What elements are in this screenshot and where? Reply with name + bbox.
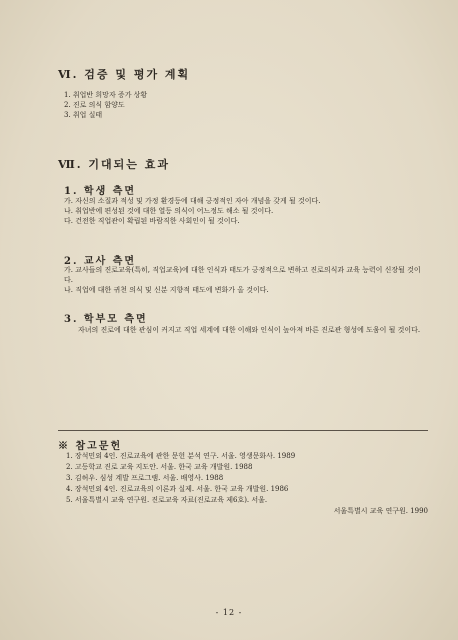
subsection-student-title: 1. 학생 측면 (64, 186, 137, 197)
list-item: 가. 교사들의 진로교육(특히, 직업교육)에 대한 인식과 태도가 긍정적으로 변하고 진로의식과 교육 능력이 신장될 것이다. (64, 266, 421, 284)
references-divider (58, 430, 428, 431)
section-7-title: Ⅶ. 기대되는 효과 (58, 158, 171, 171)
reference-item-5-publisher: 서울특별시 교육 연구원. 1990 (333, 507, 428, 515)
subsection-parent-body: 자녀의 진로에 대한 관심이 커지고 직업 세계에 대한 이해와 인식이 높아져 바른 진로관 형성에 도움이 될 것이다. (78, 326, 421, 334)
list-item: 다. 건전한 직업관이 확립된 바람직한 사회인이 될 것이다. (64, 217, 240, 225)
reference-item: 5. 서울특별시 교육 연구원. 진로교육 자료(진로교육 제6호). 서울. (66, 496, 268, 504)
page-number: - 12 - (215, 608, 243, 617)
list-item: 나. 취업반에 편성된 것에 대한 열등 의식이 어느정도 해소 될 것이다. (64, 207, 274, 215)
list-item: 1. 취업반 희망자 증가 상황 (64, 91, 148, 99)
reference-item: 2. 고등학교 진로 교육 지도안. 서울. 한국 교육 개발원. 1988 (66, 463, 253, 471)
list-item: 나. 직업에 대한 귀천 의식 및 신분 지향적 태도에 변화가 올 것이다. (64, 286, 269, 294)
subsection-parent-title: 3. 학부모 측면 (64, 314, 148, 325)
reference-item: 4. 장석민외 4인. 진로교육의 이론과 실제. 서울. 한국 교육 개발원. 1986 (66, 485, 289, 493)
list-item: 2. 진로 의식 함양도 (64, 101, 125, 109)
subsection-teacher-title: 2. 교사 측면 (64, 256, 137, 267)
subsection-teacher-body (64, 265, 424, 295)
reference-item: 3. 김허우. 심성 계발 프로그램. 서울. 배영사. 1988 (66, 474, 224, 482)
list-item: 가. 자신의 소질과 적성 및 가정 환경등에 대해 긍정적인 자아 개념을 갖게 될 것이다. (64, 197, 321, 205)
reference-item: 1. 장석민외 4인. 진로교육에 관한 문헌 분석 연구. 서울. 영생문화사. 1989 (66, 452, 296, 460)
references-title: ※ 참고문헌 (58, 441, 123, 452)
section-6-title: Ⅵ. 검증 및 평가 계획 (58, 68, 191, 81)
section-6-list (64, 90, 147, 120)
references-list (66, 451, 295, 506)
list-item: 3. 취업 실태 (64, 111, 103, 119)
subsection-student-body (64, 196, 424, 226)
